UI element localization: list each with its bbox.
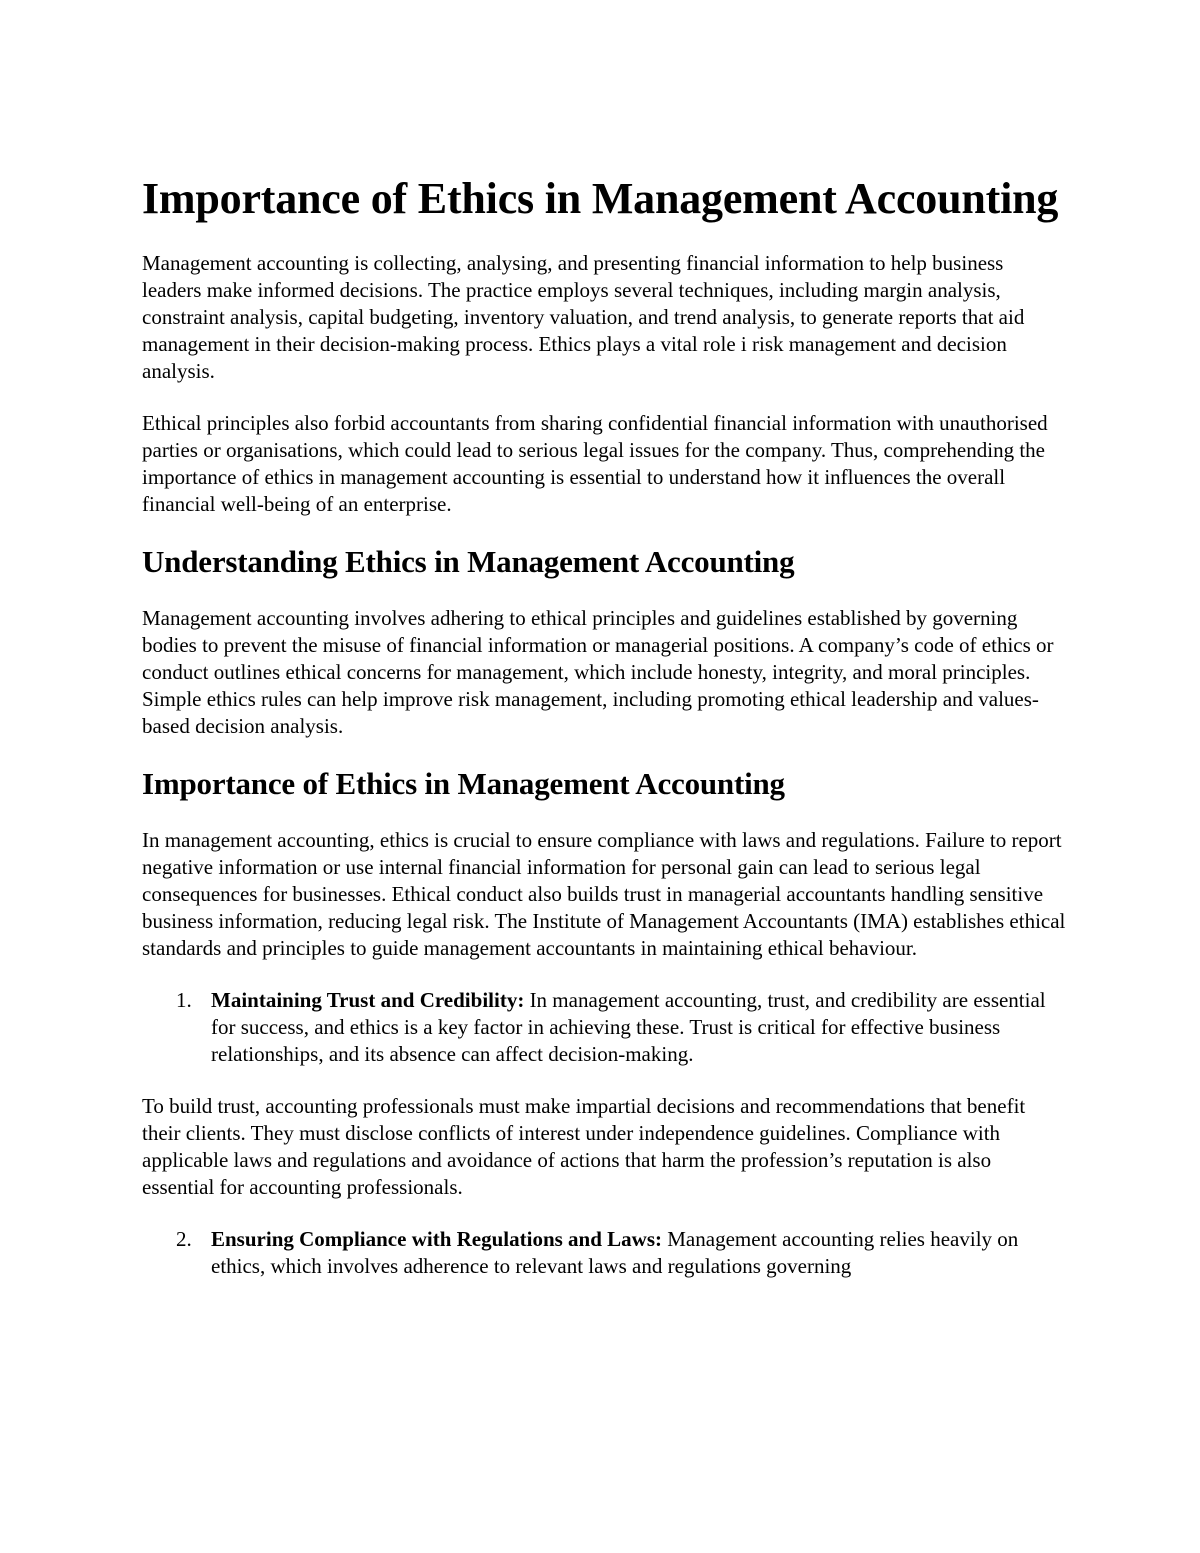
intro-paragraph-1: Management accounting is collecting, analysing, and presenting financial information to help business leaders make informed decisions. The practice employs several techniques, including margin analysis, constraint analysis, capital budgeting, inventory valuation, and trend analysis, to generate reports that aid management in their decision-making process. Ethics plays a vital role i risk management and decision analysis. [142, 251, 1025, 383]
page-title: Importance of Ethics in Management Accounting [142, 174, 1059, 223]
numbered-list [142, 1226, 1067, 1280]
list-item-title: Ensuring Compliance with Regulations and Laws: [211, 1227, 662, 1251]
intro-paragraph-2: Ethical principles also forbid accountants from sharing confidential financial information with unauthorised parties or organisations, which could lead to serious legal issues for the company. Thus, comprehending the importance of ethics in management accounting is essential to understand how it influences the overall financial well-being of an enterprise. [142, 411, 1048, 516]
section-paragraph-importance: In management accounting, ethics is crucial to ensure compliance with laws and regulations. Failure to report negative information or use internal financial information for personal gain can lead to serious legal consequences for businesses. Ethical conduct also builds trust in managerial accountants handling sensitive business information, reducing legal risk. The Institute of Management Accountants (IMA) establishes ethical standards and principles to guide management accountants in maintaining ethical behaviour. [142, 828, 1066, 960]
list-item [142, 987, 1067, 1068]
list-item-text: Management accounting relies heavily on ethics, which involves adherence to relevant laws and regulations governing [211, 1227, 1019, 1278]
list-item-number: 2. [176, 1227, 192, 1251]
list-item-number: 1. [176, 988, 192, 1012]
section-heading-understanding: Understanding Ethics in Management Accounting [142, 544, 795, 579]
document-page [142, 172, 1067, 1305]
trust-paragraph: To build trust, accounting professionals must make impartial decisions and recommendations that benefit their clients. They must disclose conflicts of interest under independence guidelines. Compliance with applicable laws and regulations and avoidance of actions that harm the profession’s reputation is also essential for accounting professionals. [142, 1094, 1026, 1199]
list-item [142, 1226, 1067, 1280]
section-heading-importance: Importance of Ethics in Management Accounting [142, 766, 785, 801]
numbered-list [142, 987, 1067, 1068]
section-paragraph-understanding: Management accounting involves adhering to ethical principles and guidelines established by governing bodies to prevent the misuse of financial information or managerial positions. A company’s code of ethics or conduct outlines ethical concerns for management, which include honesty, integrity, and moral principles. Simple ethics rules can help improve risk management, including promoting ethical leadership and values-based decision analysis. [142, 606, 1054, 738]
list-item-title: Maintaining Trust and Credibility: [211, 988, 525, 1012]
list-item-text: In management accounting, trust, and credibility are essential for success, and ethics is a key factor in achieving these. Trust is critical for effective business relationships, and its absence can affect decision-making. [211, 988, 1046, 1066]
